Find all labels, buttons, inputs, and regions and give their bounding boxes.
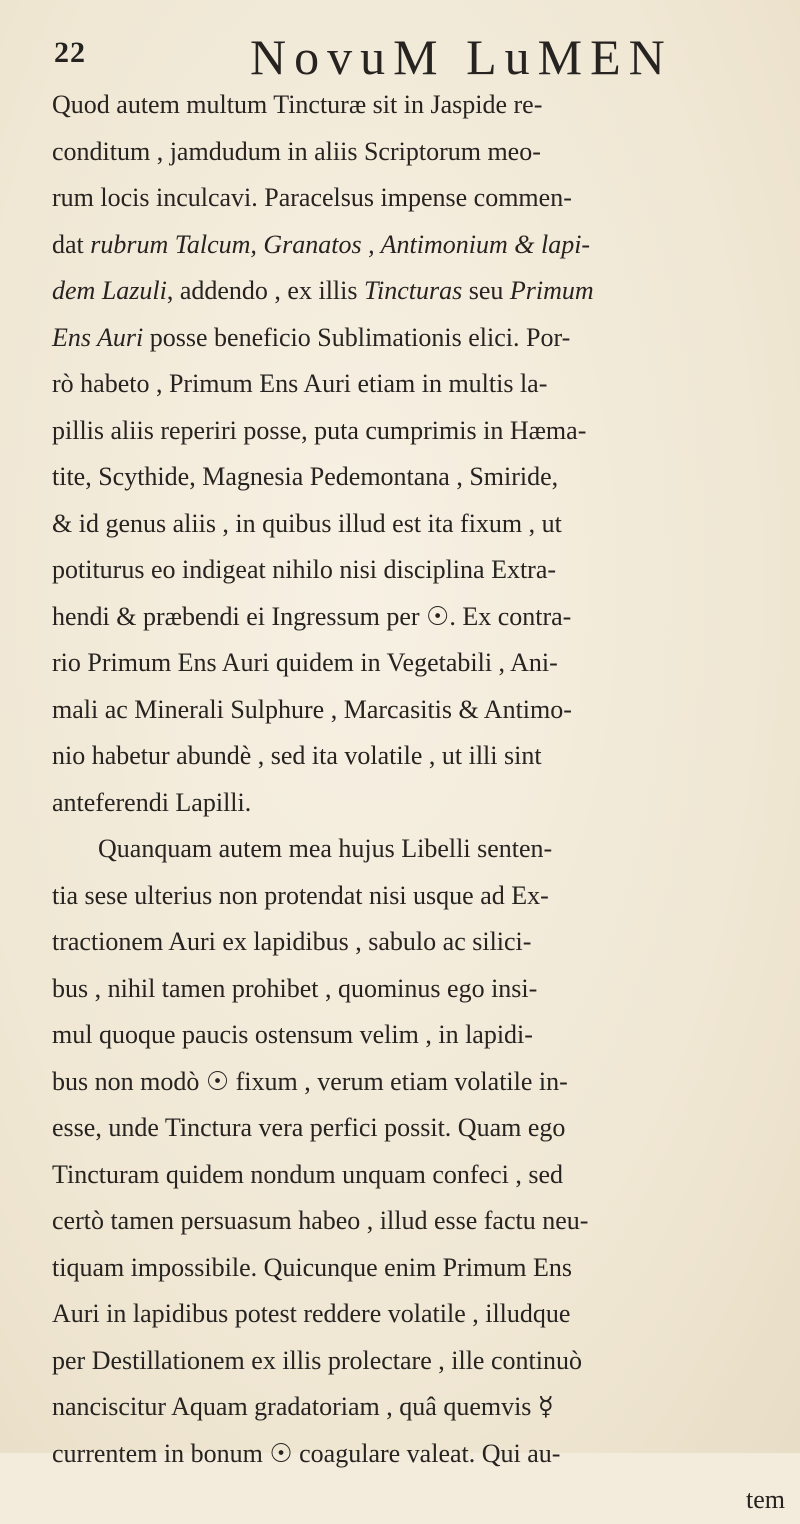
text-segment: rio Primum Ens Auri quidem in Vegetabili , Ani- bbox=[52, 648, 558, 677]
text-line bbox=[52, 408, 787, 455]
text-line bbox=[52, 129, 787, 176]
text-line bbox=[52, 1338, 787, 1385]
text-line bbox=[52, 873, 787, 920]
text-line bbox=[52, 1431, 787, 1478]
text-line bbox=[52, 1477, 787, 1524]
text-segment: Quod autem multum Tincturæ sit in Jaspide re- bbox=[52, 90, 543, 119]
text-segment: mul quoque paucis ostensum velim , in lapidi- bbox=[52, 1020, 533, 1049]
text-segment: tia sese ulterius non protendat nisi usque ad Ex- bbox=[52, 880, 549, 910]
body-text bbox=[52, 82, 787, 1524]
text-segment: hendi & præbendi ei Ingressum per ☉. Ex contra- bbox=[52, 601, 572, 631]
text-segment: Auri in lapidibus potest reddere volatile , illudque bbox=[52, 1299, 571, 1328]
text-segment: & id genus aliis , in quibus illud est ita fixum , ut bbox=[52, 508, 562, 538]
text-segment: , addendo , ex illis bbox=[166, 276, 364, 305]
text-line bbox=[52, 222, 787, 269]
text-line bbox=[52, 501, 787, 548]
text-segment: Quanquam autem mea hujus Libelli senten- bbox=[98, 834, 553, 863]
text-segment: nio habetur abundè , sed ita volatile , ut illi sint bbox=[52, 741, 542, 770]
text-segment: Tincturam quidem nondum unquam confeci , sed bbox=[52, 1159, 564, 1189]
text-line bbox=[52, 826, 787, 873]
text-line bbox=[52, 1012, 787, 1059]
text-segment: tractionem Auri ex lapidibus , sabulo ac silici- bbox=[52, 927, 532, 956]
text-line bbox=[52, 315, 787, 362]
text-segment: posse beneficio Sublimationis elici. Por- bbox=[143, 322, 571, 352]
italic-text: Primum bbox=[509, 276, 594, 305]
italic-text: dem Lazuli bbox=[52, 276, 167, 305]
page-number: 22 bbox=[54, 36, 86, 69]
text-segment: rum locis inculcavi. Paracelsus impense commen- bbox=[52, 183, 572, 212]
text-line bbox=[52, 1245, 787, 1292]
text-line bbox=[52, 454, 787, 501]
page-header bbox=[54, 28, 754, 88]
text-segment: pillis aliis reperiri posse, puta cumprimis in Hæma- bbox=[52, 415, 587, 445]
text-segment: tite, Scythide, Magnesia Pedemontana , Smiride, bbox=[52, 462, 559, 491]
text-line bbox=[52, 268, 787, 315]
text-line bbox=[52, 780, 787, 827]
text-line bbox=[52, 594, 787, 641]
italic-text: rubrum Talcum, Granatos , Antimonium & lapi- bbox=[90, 229, 591, 259]
text-segment: per Destillationem ex illis prolectare , ille continuò bbox=[52, 1345, 582, 1375]
text-segment: tem bbox=[746, 1485, 785, 1514]
text-segment: bus , nihil tamen prohibet , quominus ego insi- bbox=[52, 973, 538, 1003]
text-segment: esse, unde Tinctura vera perfici possit. Quam ego bbox=[52, 1113, 566, 1142]
italic-text: Tincturas bbox=[363, 276, 463, 305]
text-segment: nanciscitur Aquam gradatoriam , quâ quemvis ☿ bbox=[52, 1392, 554, 1421]
text-segment: anteferendi Lapilli. bbox=[52, 787, 252, 817]
text-line bbox=[52, 1152, 787, 1199]
text-segment: rò habeto , Primum Ens Auri etiam in multis la- bbox=[52, 369, 548, 398]
text-segment: conditum , jamdudum in aliis Scriptorum meo- bbox=[52, 136, 541, 166]
text-line bbox=[52, 919, 787, 966]
text-line bbox=[52, 1291, 787, 1338]
text-line bbox=[52, 966, 787, 1013]
text-line bbox=[52, 547, 787, 594]
text-segment: potiturus eo indigeat nihilo nisi disciplina Extra- bbox=[52, 555, 557, 584]
text-line bbox=[52, 733, 787, 780]
text-line bbox=[52, 1059, 787, 1106]
text-line bbox=[52, 175, 787, 222]
text-segment: currentem in bonum ☉ coagulare valeat. Qui au- bbox=[52, 1438, 561, 1468]
text-segment: seu bbox=[462, 276, 510, 305]
text-line bbox=[52, 1384, 787, 1431]
text-line bbox=[52, 361, 787, 408]
italic-text: Ens Auri bbox=[52, 322, 144, 352]
text-segment: tiquam impossibile. Quicunque enim Primum Ens bbox=[52, 1252, 572, 1282]
text-segment: bus non modò ☉ fixum , verum etiam volatile in- bbox=[52, 1066, 568, 1096]
text-segment: mali ac Minerali Sulphure , Marcasitis & Antimo- bbox=[52, 694, 572, 724]
running-title: NovuM LuMEN bbox=[250, 29, 673, 85]
text-line bbox=[52, 82, 787, 129]
text-line bbox=[52, 1105, 787, 1152]
text-line bbox=[52, 640, 787, 687]
text-line bbox=[52, 687, 787, 734]
text-segment: certò tamen persuasum habeo , illud esse factu neu- bbox=[52, 1206, 589, 1235]
text-segment: dat bbox=[52, 229, 91, 259]
text-line bbox=[52, 1198, 787, 1245]
